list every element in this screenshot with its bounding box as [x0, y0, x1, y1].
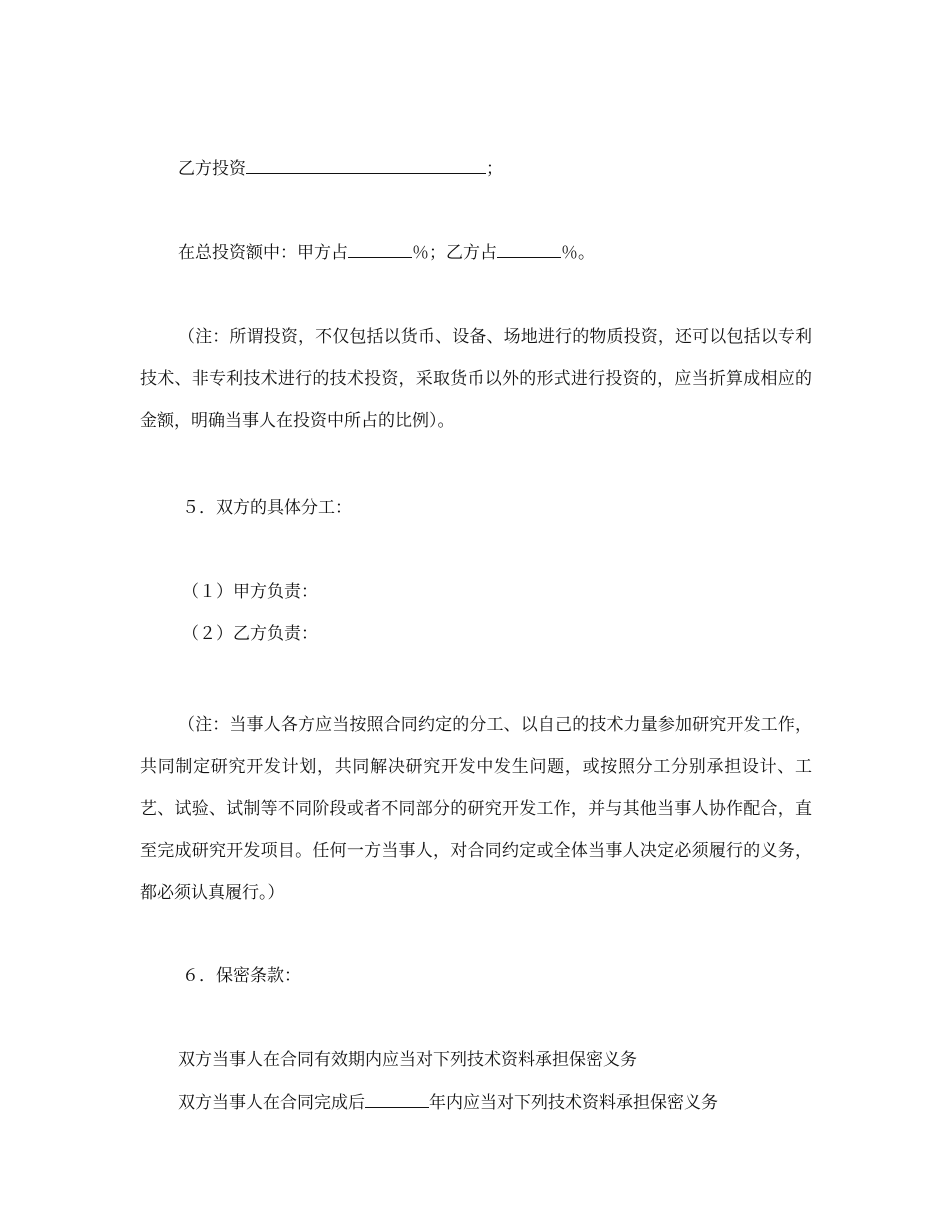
section6-heading: ６．保密条款：	[182, 966, 301, 986]
investment-b-suffix: ；	[486, 159, 503, 179]
clause2-prefix: 双方当事人在合同完成后	[178, 1093, 365, 1113]
section5-heading: ５．双方的具体分工：	[182, 498, 352, 518]
ratio-prefix: 在总投资额中：甲方占	[178, 243, 348, 263]
investment-b-blank[interactable]	[246, 156, 486, 174]
investment-b-line	[178, 156, 503, 181]
note-division: （注：当事人各方应当按照合同约定的分工、以自己的技术力量参加研究开发工作，共同制定研究开发计划，共同解决研究开发中发生问题，或按照分工分别承担设计、工艺、试验、试制等不同阶段或者不同部分的研究开发工作，并与其他当事人协作配合，直至完成研究开发项目。任何一方当事人，对合同约定或全体当事人决定必须履行的义务，都必须认真履行。）	[140, 715, 812, 903]
years-blank[interactable]	[365, 1090, 429, 1108]
section5-item-party-b: （２）乙方负责：	[182, 624, 318, 644]
section5-item-party-a: （１）甲方负责：	[182, 582, 318, 602]
clause2-suffix: 年内应当对下列技术资料承担保密义务	[429, 1093, 718, 1113]
ratio-suffix: ％。	[561, 243, 595, 263]
investment-b-label: 乙方投资	[178, 159, 246, 179]
party-b-percent-blank[interactable]	[497, 240, 561, 258]
ratio-mid: ％；乙方占	[412, 243, 497, 263]
confidentiality-clause-2	[178, 1090, 718, 1115]
investment-ratio-line	[178, 240, 595, 265]
note-investment: （注：所谓投资，不仅包括以货币、设备、场地进行的物质投资，还可以包括以专利技术、非专利技术进行的技术投资，采取货币以外的形式进行投资的，应当折算成相应的金额，明确当事人在投资中所占的比例）。	[140, 327, 812, 431]
party-a-percent-blank[interactable]	[348, 240, 412, 258]
confidentiality-clause-1: 双方当事人在合同有效期内应当对下列技术资料承担保密义务	[178, 1050, 637, 1070]
